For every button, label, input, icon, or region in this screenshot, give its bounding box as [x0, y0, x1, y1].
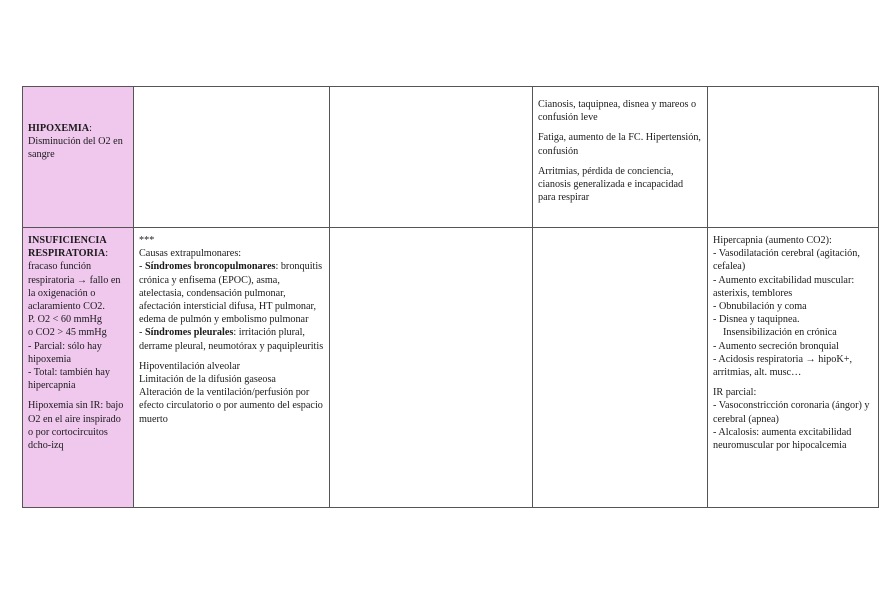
partial-title: IR parcial: — [713, 387, 757, 399]
mechanism-0: Hipoventilación alveolar — [139, 360, 240, 372]
hipoxemia-symptom-severe: Arritmias, pérdida de conciencia, cianosis generalizada e incapacidad para respirar — [538, 165, 684, 204]
ir-desc-4: - Total: también hay hipercapnia — [28, 367, 110, 392]
pleural-label: Síndromes pleurales — [144, 327, 234, 339]
table-row-hipoxemia — [23, 87, 879, 228]
ir-causes-cell: *** Causas extrapulmonares: - Síndromes broncopulmonares: bronquitis crónica y enfisema (EPOC), asma, atelectasia, condensación pulmonar, afectación intersticial difusa, HT pulmonar, edema de pulmón y embolismo pulmonar - Síndromes pleurales: irritación plural, derrame pleural, neumotórax y paquipleuritis Hipoventilación alveolar Limitación de la difusión gaseosa Alteración de la ventilación/perfusión por efecto circulatorio o por aumento del espacio muerto — [134, 228, 330, 508]
mechanism-2: Alteración de la ventilación/perfusión por efecto circulatorio o por aumento del espacio muerto — [139, 387, 323, 425]
hipoxemia-symptoms-cell — [533, 87, 708, 228]
hypercapnia-item-4: - Aumento secreción bronquial — [713, 340, 839, 352]
hypercapnia-title: Hipercapnia (aumento CO2): — [713, 235, 832, 246]
partial-item-0: - Vasoconstricción coronaria (ángor) y cerebral (apnea) — [713, 400, 870, 425]
hipoxemia-symptom-moderate: Fatiga, aumento de la FC. Hipertensión, confusión — [538, 132, 701, 157]
table-row-ir — [23, 228, 879, 508]
hypercapnia-extra: Insensibilización en crónica — [723, 327, 837, 339]
hipoxemia-label-cell: HIPOXEMIA: Disminución del O2 en sangre — [23, 87, 134, 228]
hipoxemia-col5-cell — [708, 87, 879, 228]
mechanism-1: Limitación de la difusión gaseosa — [139, 374, 276, 386]
hypercapnia-item-1: - Aumento excitabilidad muscular: asterixis, temblores — [713, 274, 855, 299]
pleural-text: irritación plural, derrame pleural, neumotórax y paquipleuritis — [139, 327, 324, 352]
hipoxemia-col3-cell — [330, 87, 533, 228]
partial-item-1: - Alcalosis: aumenta excitabilidad neuromuscular por hipocalcemia — [713, 426, 852, 452]
ir-col3-cell — [330, 228, 533, 508]
ir-note: Hipoxemia sin IR: bajo O2 en el aire inspirado o por cortocircuitos dcho-izq — [28, 400, 124, 452]
ir-causes-intro: Causas extrapulmonares: — [139, 248, 242, 260]
hypercapnia-item-3: - Disnea y taquipnea. — [713, 314, 800, 326]
ir-causes-stars: *** — [139, 235, 155, 246]
hypercapnia-item-2: - Obnubilación y coma — [713, 301, 807, 313]
ir-desc-2: o CO2 > 45 mmHg — [28, 327, 107, 339]
clinical-table — [22, 86, 879, 508]
hipoxemia-title: HIPOXEMIA — [28, 123, 90, 134]
hipoxemia-symptom-mild: Cianosis, taquipnea, disnea y mareos o confusión leve — [538, 99, 697, 124]
hipoxemia-causes-cell — [134, 87, 330, 228]
ir-desc-0: fracaso función respiratoria → fallo en la oxigenación o aclaramiento CO2. — [28, 261, 121, 313]
ir-manifestations-cell — [708, 228, 879, 508]
ir-col4-cell — [533, 228, 708, 508]
broncho-label: Síndromes broncopulmonares — [144, 261, 276, 273]
hypercapnia-item-0: - Vasodilatación cerebral (agitación, cefalea) — [713, 248, 860, 273]
ir-title: INSUFICIENCIA RESPIRATORIA — [28, 235, 107, 260]
ir-label-cell: INSUFICIENCIA RESPIRATORIA: fracaso función respiratoria → fallo en la oxigenación o aclaramiento CO2. P. O2 < 60 mmHg o CO2 > 45 mmHg - Parcial: sólo hay hipoxemia - Total: también hay hipercapnia Hipoxemia sin IR: bajo O2 en el aire inspirado o por cortocircuitos dcho-izq — [23, 228, 134, 508]
broncho-text: bronquitis crónica y enfisema (EPOC), asma, atelectasia, condensación pulmonar, afectación intersticial difusa, HT pulmonar, edema de pulmón y embolismo pulmonar — [139, 261, 323, 326]
ir-desc-3: - Parcial: sólo hay hipoxemia — [28, 340, 102, 365]
ir-desc-1: P. O2 < 60 mmHg — [28, 314, 102, 326]
hypercapnia-item-5: - Acidosis respiratoria → hipoK+, arritmias, alt. musc… — [713, 353, 853, 379]
hipoxemia-definition: Disminución del O2 en sangre — [28, 136, 123, 161]
